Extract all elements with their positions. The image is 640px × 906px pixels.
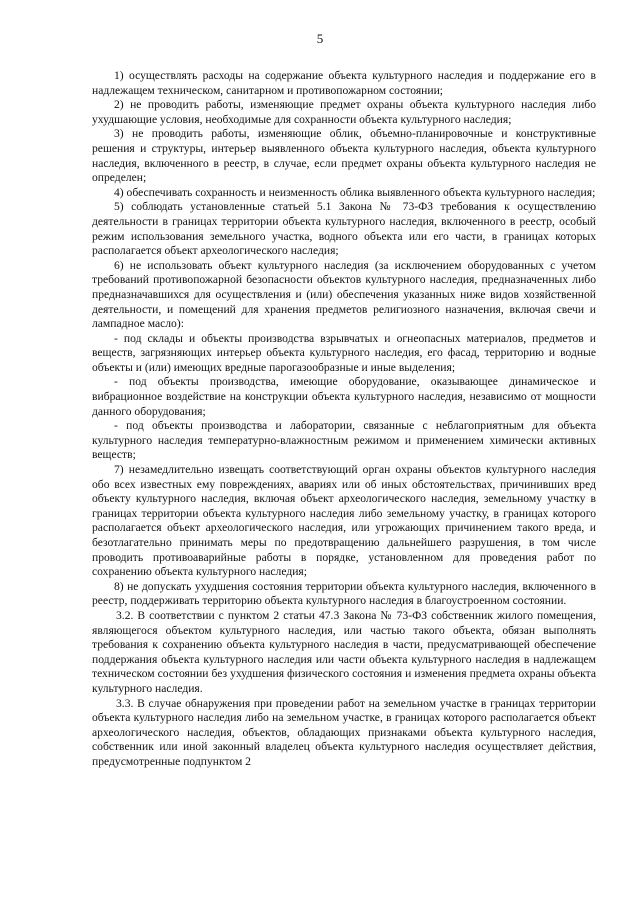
document-body [92,69,596,770]
paragraph-item-6: 6) не использовать объект культурного наследия (за исключением оборудованных с учетом требований противопожарной безопасности объектов культурного наследия, предназначенных либо предназначавшихся для осуществления и (или) обеспечения указанных ниже видов хозяйственной деятельности, и помещений для хранения предметов религиозного назначения, включая свечи и лампадное масло): [92,258,596,331]
paragraph-item-4: 4) обеспечивать сохранность и неизменность облика выявленного объекта культурного наследия; [114,185,596,199]
paragraph-item-8: 8) не допускать ухудшения состояния территории объекта культурного наследия, включенного в реестр, поддерживать территорию объекта культурного наследия в благоустроенном состоянии. [92,579,596,608]
paragraph-dash-item: - под склады и объекты производства взрывчатых и огнеопасных материалов, предметов и веществ, загрязняющих интерьер объекта культурного наследия, его фасад, территорию и водные объекты и (или) имеющих вредные парогазообразные и иные выделения; [92,331,596,374]
paragraph-item-3: 3) не проводить работы, изменяющие облик, объемно-планировочные и конструктивные решения и структуры, интерьер выявленного объекта культурного наследия, объекта культурного наследия, включенного в реестр, в случае, если предмет охраны объекта культурного наследия не определен; [92,127,596,185]
section-3-2: 3.2. В соответствии с пунктом 2 статьи 47.3 Закона № 73-ФЗ собственник жилого помещения, являющегося объектом культурного наследия, или частью такого объекта, обязан выполнять требования к сохранению объекта культурного наследия в части, предусматривающей обеспечение поддержания объекта культурного наследия или части объекта культурного наследия в надлежащем техническом состоянии без ухудшения физического состояния и изменения предмета охраны объекта культурного наследия. [92,608,596,695]
paragraph-item-5: 5) соблюдать установленные статьей 5.1 Закона № 73-ФЗ требования к осуществлению деятельности в границах территории объекта культурного наследия, включенного в реестр, особый режим использования земельного участка, водного объекта или его части, в границах которых располагается объект археологического наследия; [92,200,596,258]
paragraph-dash-item: - под объекты производства, имеющие оборудование, оказывающее динамическое и вибрационное воздействие на конструкции объекта культурного наследия, независимо от мощности данного оборудования; [92,375,596,418]
page-number: 5 [316,31,324,46]
paragraph-item-2: 2) не проводить работы, изменяющие предмет охраны объекта культурного наследия либо ухудшающие условия, необходимые для сохранности объекта культурного наследия; [92,98,596,126]
section-3-3: 3.3. В случае обнаружения при проведении работ на земельном участке в границах территории объекта культурного наследия либо на земельном участке, в границах которого располагается объект археологического наследия, объектов, обладающих признаками объекта культурного наследия, собственник или иной законный владелец объекта культурного наследия осуществляет действия, предусмотренные подпунктом 2 [92,696,596,768]
paragraph-dash-item: - под объекты производства и лаборатории, связанные с неблагоприятным для объекта культурного наследия температурно-влажностным режимом и применением химически активных веществ; [92,419,596,462]
paragraph-item-1: 1) осуществлять расходы на содержание объекта культурного наследия и поддержание его в надлежащем техническом, санитарном и противопожарном состоянии; [92,69,596,97]
paragraph-item-7: 7) незамедлительно извещать соответствующий орган охраны объектов культурного наследия обо всех известных ему повреждениях, авариях или об иных обстоятельствах, причинивших вред объекту культурного наследия, включая объект археологического наследия, земельному участку в границах территории объекта культурного наследия либо земельному участку, в границах которого располагается объект археологического наследия, или угрожающих причинением такого вреда, и безотлагательно принимать меры по предотвращению дальнейшего разрушения, в том числе проводить противоаварийные работы в порядке, установленном для проведения работ по сохранению объекта культурного наследия; [92,463,596,579]
